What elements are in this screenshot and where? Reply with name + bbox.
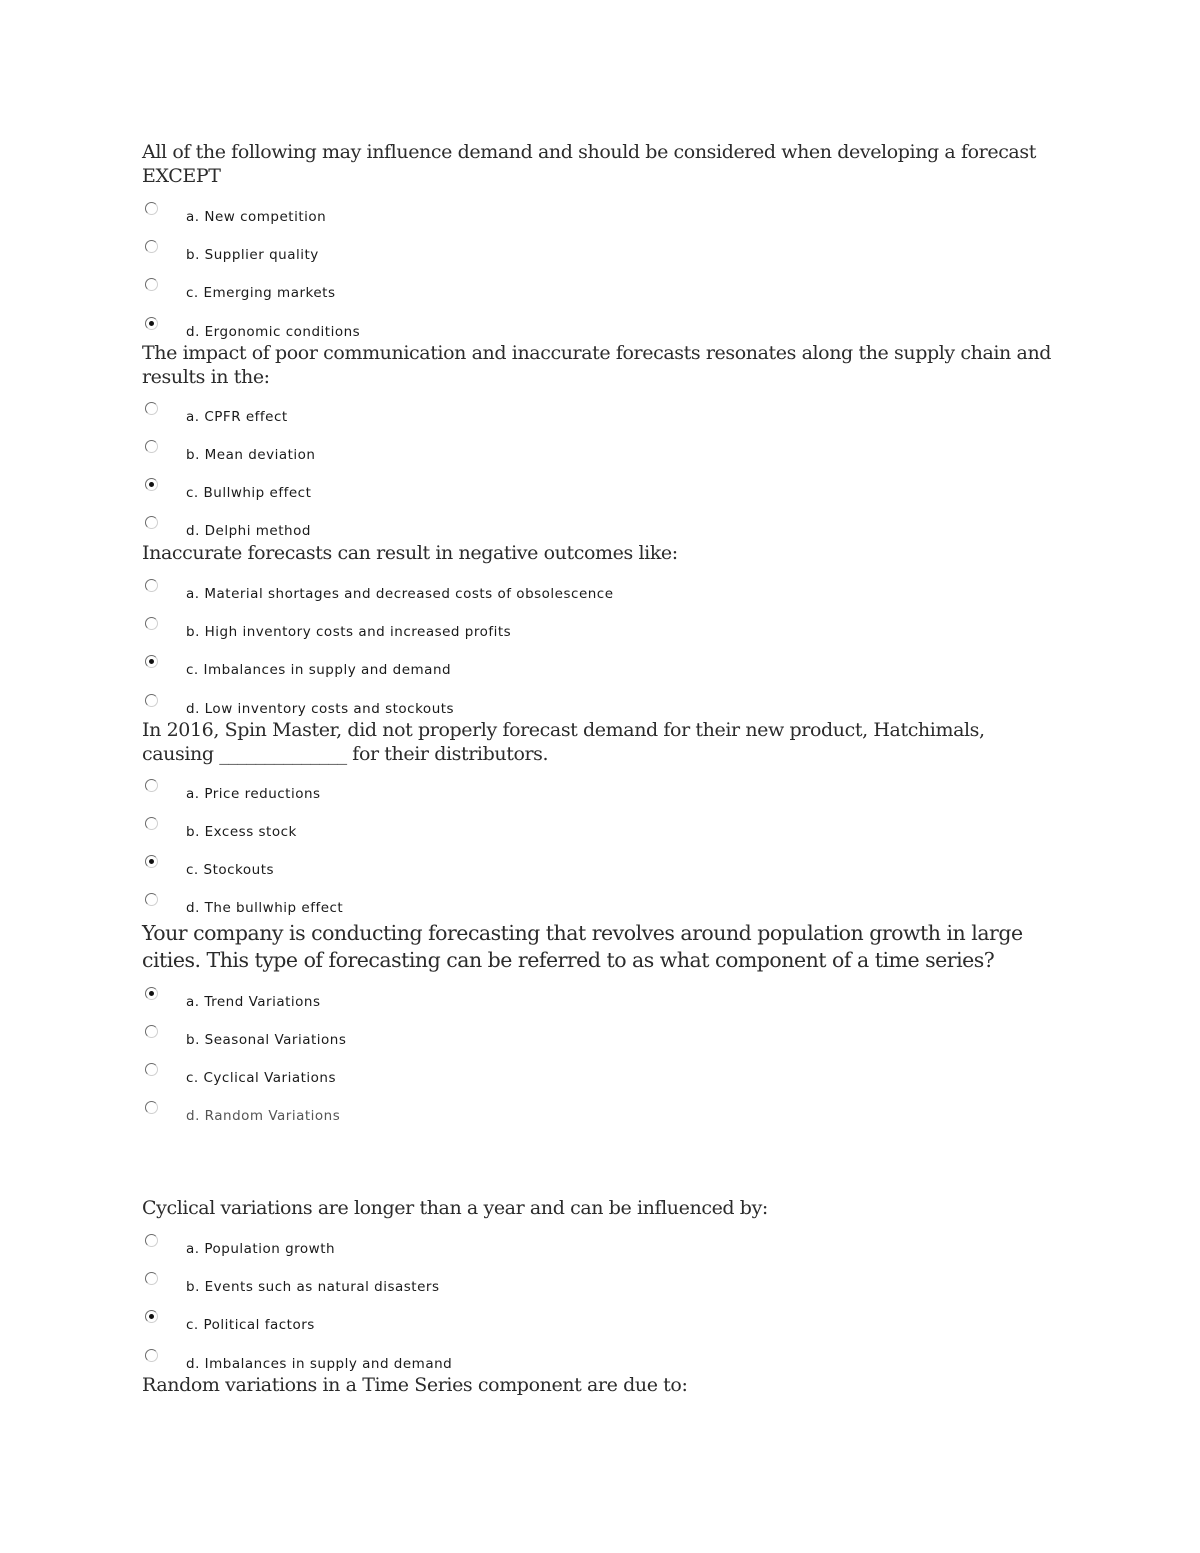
option-label: a. Material shortages and decreased costs of obsolescence [186,586,614,602]
radio-button-icon[interactable] [145,1063,158,1076]
radio-button-checked-icon[interactable] [145,987,158,1000]
option-label: b. Events such as natural disasters [186,1279,440,1295]
radio-button-icon[interactable] [145,1234,158,1247]
radio-button-icon[interactable] [145,779,158,792]
question-4-option-b[interactable] [145,817,845,843]
radio-button-icon[interactable] [145,817,158,830]
radio-button-icon[interactable] [145,1349,158,1362]
radio-button-icon[interactable] [145,579,158,592]
question-2-option-a[interactable] [145,402,845,428]
question-5-text: Your company is conducting forecasting that revolves around population growth in large cities. This type of forecasting can be referred to as what component of a time series? [142,921,1023,972]
question-1-text: All of the following may influence demand and should be considered when developing a forecast EXCEPT [142,141,1036,187]
option-label: a. CPFR effect [186,409,288,425]
question-5-option-a[interactable] [145,987,845,1013]
question-3-option-a[interactable] [145,579,845,605]
radio-button-checked-icon[interactable] [145,1310,158,1323]
option-label: b. Supplier quality [186,247,319,263]
question-6-option-d[interactable] [145,1349,845,1375]
question-3-option-b[interactable] [145,617,845,643]
radio-button-icon[interactable] [145,278,158,291]
question-1-option-d[interactable] [145,317,845,343]
question-2-text: The impact of poor communication and inaccurate forecasts resonates along the supply chain and results in the: [142,342,1052,388]
option-label: c. Bullwhip effect [186,485,312,501]
question-1-option-c[interactable] [145,278,845,304]
radio-button-icon[interactable] [145,440,158,453]
option-label: b. Mean deviation [186,447,316,463]
option-label: d. The bullwhip effect [186,900,344,916]
option-label: d. Ergonomic conditions [186,324,361,340]
radio-button-checked-icon[interactable] [145,317,158,330]
radio-button-icon[interactable] [145,202,158,215]
radio-button-icon[interactable] [145,1101,158,1114]
option-label: c. Imbalances in supply and demand [186,662,452,678]
option-label: a. Trend Variations [186,994,321,1010]
option-label: d. Low inventory costs and stockouts [186,701,455,717]
radio-button-checked-icon[interactable] [145,655,158,668]
radio-button-checked-icon[interactable] [145,855,158,868]
option-label: d. Random Variations [186,1108,341,1124]
question-4-text: In 2016, Spin Master, did not properly forecast demand for their new product, Hatchimals, causing ______________ for their distributors. [142,719,985,765]
option-label: b. Seasonal Variations [186,1032,347,1048]
question-6-option-b[interactable] [145,1272,845,1298]
option-label: a. Price reductions [186,786,321,802]
radio-button-icon[interactable] [145,1272,158,1285]
question-2-option-c[interactable] [145,478,845,504]
question-1-option-a[interactable] [145,202,845,228]
question-4-option-d[interactable] [145,893,845,919]
option-label: d. Imbalances in supply and demand [186,1356,453,1372]
question-5-option-d[interactable] [145,1101,845,1127]
radio-button-icon[interactable] [145,1025,158,1038]
question-5-option-b[interactable] [145,1025,845,1051]
radio-button-icon[interactable] [145,516,158,529]
question-4-option-a[interactable] [145,779,845,805]
option-label: c. Emerging markets [186,285,336,301]
question-2-option-b[interactable] [145,440,845,466]
question-3-text: Inaccurate forecasts can result in negative outcomes like: [142,542,678,564]
radio-button-checked-icon[interactable] [145,478,158,491]
question-2-option-d[interactable] [145,516,845,542]
question-6-text: Cyclical variations are longer than a year and can be influenced by: [142,1197,768,1219]
question-7-text: Random variations in a Time Series component are due to: [142,1374,688,1396]
radio-button-icon[interactable] [145,617,158,630]
option-label: c. Political factors [186,1317,315,1333]
option-label: d. Delphi method [186,523,311,539]
option-label: c. Cyclical Variations [186,1070,337,1086]
option-label: b. Excess stock [186,824,297,840]
radio-button-icon[interactable] [145,694,158,707]
question-3-option-d[interactable] [145,694,845,720]
option-label: b. High inventory costs and increased profits [186,624,512,640]
radio-button-icon[interactable] [145,402,158,415]
question-3-option-c[interactable] [145,655,845,681]
option-label: c. Stockouts [186,862,275,878]
question-5-option-c[interactable] [145,1063,845,1089]
option-label: a. New competition [186,209,327,225]
question-6-option-a[interactable] [145,1234,845,1260]
radio-button-icon[interactable] [145,893,158,906]
option-label: a. Population growth [186,1241,336,1257]
radio-button-icon[interactable] [145,240,158,253]
question-1-option-b[interactable] [145,240,845,266]
question-4-option-c[interactable] [145,855,845,881]
question-6-option-c[interactable] [145,1310,845,1336]
